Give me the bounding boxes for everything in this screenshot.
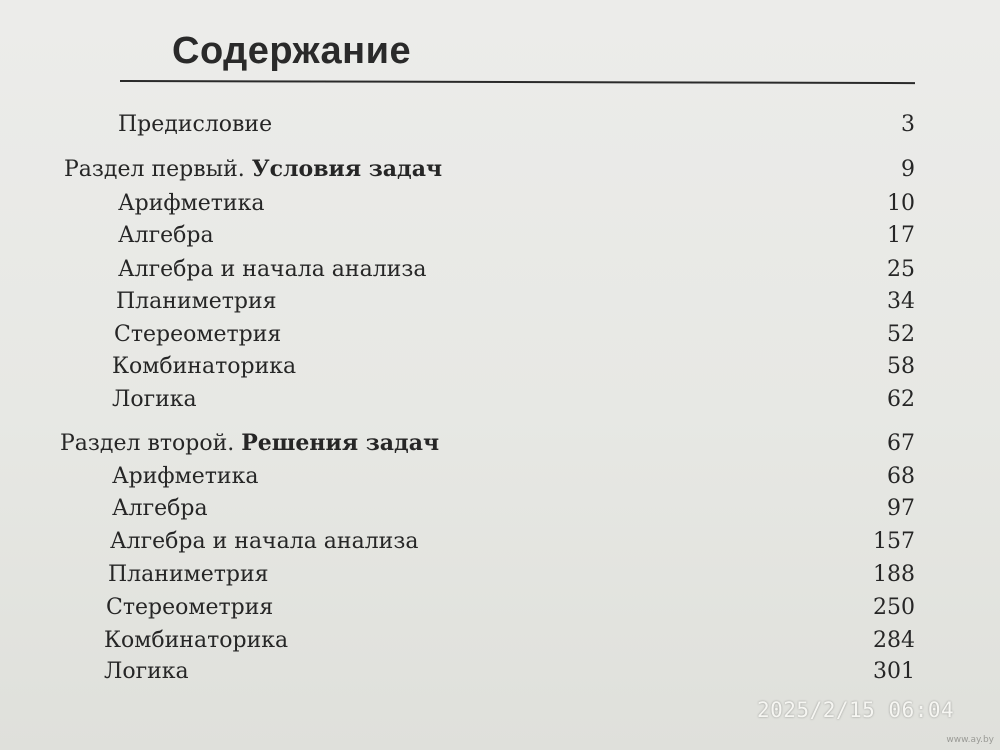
- toc-page-number: 67: [887, 431, 915, 456]
- dot-leader: [283, 290, 861, 308]
- photo-timestamp: 2025/2/15 06:04: [757, 698, 955, 722]
- toc-page-number: 25: [887, 257, 915, 282]
- toc-entry-label: Алгебра и начала анализа: [118, 257, 427, 282]
- toc-entry: [106, 596, 915, 619]
- dot-leader: [278, 113, 861, 131]
- toc-entry-label: Алгебра: [118, 223, 214, 248]
- dot-leader: [203, 388, 861, 406]
- toc-entry-label: Комбинаторика: [104, 628, 289, 653]
- toc-entry-title: [106, 597, 279, 619]
- toc-entry-title: [112, 498, 214, 520]
- toc-page-number: 10: [887, 191, 915, 216]
- dot-leader: [279, 596, 861, 614]
- toc-entry-title: [116, 291, 283, 313]
- toc-entry-title: [112, 356, 302, 378]
- toc-entry-label: Арифметика: [118, 191, 265, 216]
- toc-page-number: 68: [887, 464, 915, 489]
- toc-page-number: 9: [901, 157, 915, 182]
- page-title: Содержание: [172, 30, 412, 72]
- dot-leader: [432, 258, 861, 276]
- toc-page-number: 62: [887, 387, 915, 412]
- toc-entry-title: [118, 114, 278, 136]
- toc-entry: [64, 158, 915, 181]
- toc-entry: [118, 224, 915, 247]
- toc-entry-title: [64, 158, 448, 181]
- dot-leader: [264, 465, 861, 483]
- toc-entry-label: Планиметрия: [116, 289, 277, 314]
- toc-entry: [118, 258, 915, 281]
- toc-entry-title: [108, 564, 275, 586]
- toc-entry-title: [112, 389, 203, 411]
- toc-entry: [118, 113, 915, 136]
- toc-entry: [112, 388, 915, 411]
- dot-leader: [445, 432, 861, 450]
- toc-page-number: 188: [873, 562, 915, 587]
- toc-page-number: 34: [887, 289, 915, 314]
- toc-entry-label: Алгебра: [112, 496, 208, 521]
- toc-section-heading: Решения задач: [241, 430, 440, 456]
- toc-page-number: 301: [873, 659, 915, 684]
- toc-entry-label: Стереометрия: [114, 322, 282, 347]
- dot-leader: [424, 530, 861, 548]
- toc-entry-title: [118, 259, 432, 281]
- toc-entry-label: Предисловие: [118, 112, 273, 137]
- dot-leader: [195, 660, 861, 678]
- toc-page-number: 52: [887, 322, 915, 347]
- toc-entry: [110, 530, 915, 553]
- toc-page-number: 284: [873, 628, 915, 653]
- toc-entry-label: Логика: [104, 659, 189, 684]
- site-watermark: www.ay.by: [946, 735, 994, 745]
- toc-entry: [116, 290, 915, 313]
- toc-page-number: 3: [901, 112, 915, 137]
- toc-entry: [118, 192, 915, 215]
- toc-entry-label: Планиметрия: [108, 562, 269, 587]
- toc-page-number: 250: [873, 595, 915, 620]
- toc-entry: [104, 660, 915, 683]
- toc-entry: [114, 323, 915, 346]
- toc-entry-title: [112, 466, 264, 488]
- toc-entry-label: Алгебра и начала анализа: [110, 529, 419, 554]
- dot-leader: [287, 323, 861, 341]
- toc-entry-title: [104, 630, 294, 652]
- toc-entry: [112, 355, 915, 378]
- toc-entry-title: [104, 661, 195, 683]
- toc-page-number: 17: [887, 223, 915, 248]
- toc-section-heading: Условия задач: [251, 156, 443, 182]
- toc-entry-title: [118, 225, 220, 247]
- toc-entry-title: [114, 324, 287, 346]
- toc-entry: [104, 629, 915, 652]
- dot-leader: [302, 355, 861, 373]
- dot-leader: [270, 192, 861, 210]
- dot-leader: [448, 158, 861, 176]
- toc-entry-title: [60, 432, 445, 455]
- toc-entry-label: Арифметика: [112, 464, 259, 489]
- toc-entry-label: Раздел первый.: [64, 157, 245, 182]
- dot-leader: [275, 563, 861, 581]
- toc-entry: [112, 497, 915, 520]
- toc-entry: [60, 432, 915, 455]
- toc-page-number: 97: [887, 496, 915, 521]
- dot-leader: [214, 497, 861, 515]
- toc-page-number: 58: [887, 354, 915, 379]
- dot-leader: [220, 224, 861, 242]
- toc-entry-title: [118, 193, 270, 215]
- toc-entry-label: Стереометрия: [106, 595, 274, 620]
- toc-page-number: 157: [873, 529, 915, 554]
- toc-entry-label: Раздел второй.: [60, 431, 235, 456]
- toc-entry-label: Логика: [112, 387, 197, 412]
- dot-leader: [294, 629, 861, 647]
- toc-entry-label: Комбинаторика: [112, 354, 297, 379]
- toc-entry: [112, 465, 915, 488]
- toc-entry: [108, 563, 915, 586]
- toc-entry-title: [110, 531, 424, 553]
